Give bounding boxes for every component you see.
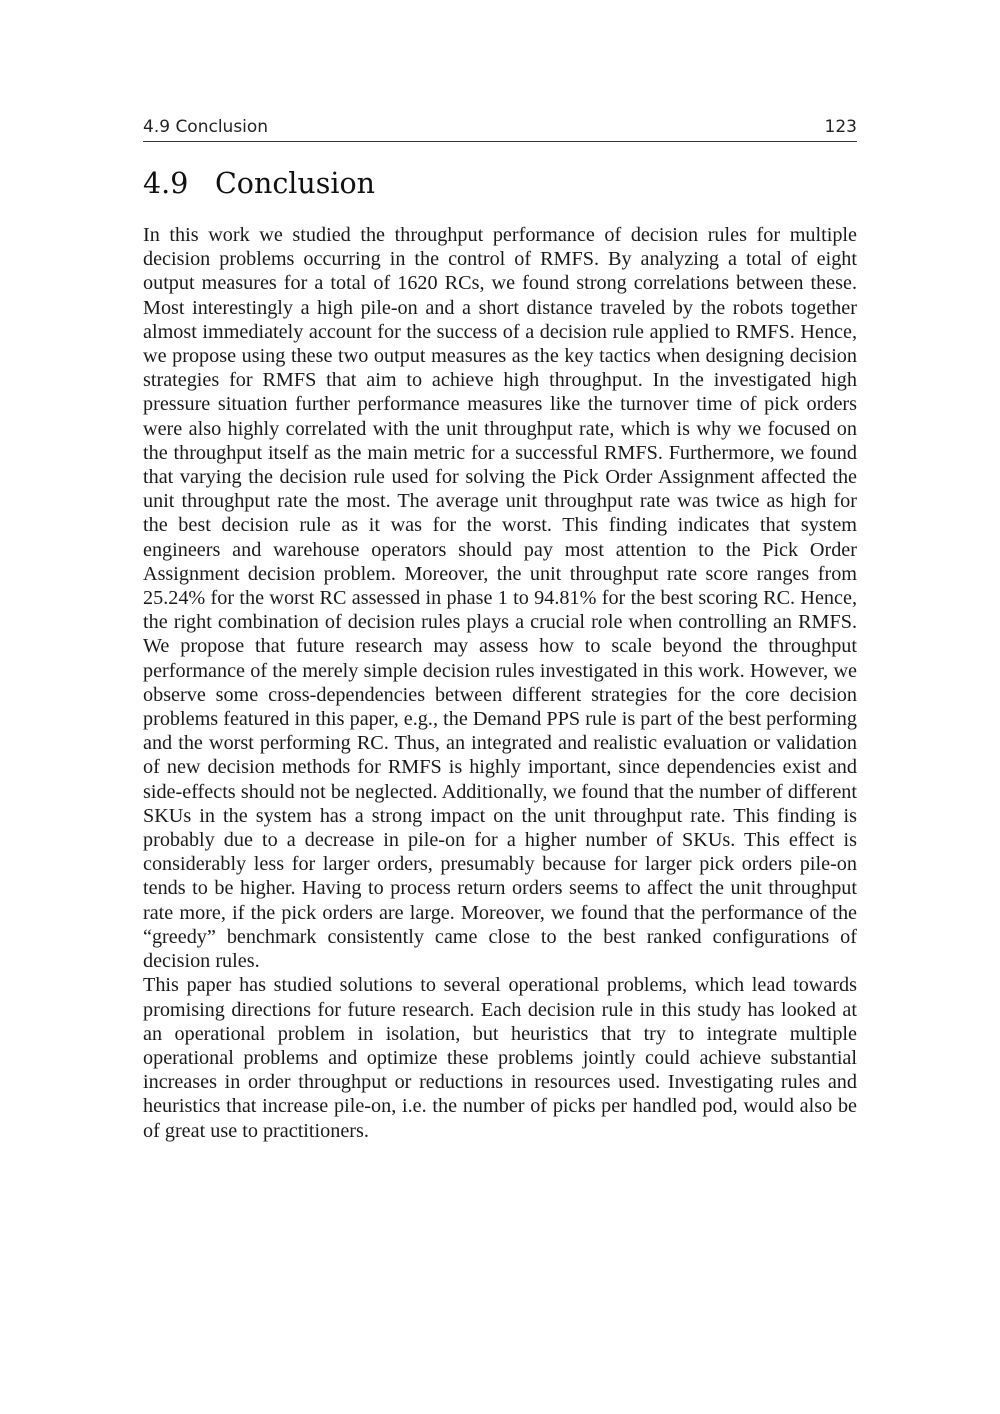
section-title: Conclusion — [215, 167, 376, 200]
section-number: 4.9 — [143, 167, 189, 200]
running-header — [143, 115, 857, 142]
running-header-title: 4.9 Conclusion — [143, 117, 269, 137]
section-body — [143, 223, 857, 1143]
document-page — [143, 0, 857, 1414]
paragraph: This paper has studied solutions to several operational problems, which lead towards promising directions for future research. Each decision rule in this study has looked at an operational problem in isolation, but heuristics that try to integrate multiple operational problems and optimize these problems jointly could achieve substantial increases in order throughput or reductions in resources used. Investigating rules and heuristics that increase pile-on, i.e. the number of picks per handled pod, would also be of great use to practitioners. — [143, 974, 857, 1142]
paragraph: In this work we studied the throughput performance of decision rules for multiple decision problems occurring in the control of RMFS. By analyzing a total of eight output measures for a total of 1620 RCs, we found strong correlations between these. Most interestingly a high pile-on and a short distance traveled by the robots together almost immediately account for the success of a decision rule applied to RMFS. Hence, we propose using these two output measures as the key tactics when designing decision strategies for RMFS that aim to achieve high throughput. In the investigated high pressure situation further performance measures like the turnover time of pick orders were also highly correlated with the unit throughput rate, which is why we focused on the throughput itself as the main metric for a successful RMFS. Furthermore, we found that varying the decision rule used for solving the Pick Order Assignment affected the unit throughput rate the most. The average unit throughput rate was twice as high for the best decision rule as it was for the worst. This finding indicates that system engineers and warehouse operators should pay most attention to the Pick Order Assignment decision problem. Moreover, the unit throughput rate score ranges from 25.24% for the worst RC assessed in phase 1 to 94.81% for the best scoring RC. Hence, the right combination of decision rules plays a crucial role when controlling an RMFS. We propose that future research may assess how to scale beyond the throughput performance of the merely simple decision rules investigated in this work. However, we observe some cross-dependencies between different strategies for the core decision problems featured in this paper, e.g., the Demand PPS rule is part of the best performing and the worst performing RC. Thus, an integrated and realistic evaluation or validation of new decision methods for RMFS is highly important, since dependencies exist and side-effects should not be neglected. Additionally, we found that the number of different SKUs in the system has a strong impact on the unit throughput rate. This finding is probably due to a decrease in pile-on for a higher number of SKUs. This effect is considerably less for larger orders, presumably because for larger pick orders pile-on tends to be higher. Having to process return orders seems to affect the unit throughput rate more, if the pick orders are large. Moreover, we found that the performance of the “greedy” benchmark consistently came close to the best ranked configurations of decision rules. — [143, 224, 857, 973]
section-heading — [143, 164, 375, 204]
page-number: 123 — [824, 117, 857, 137]
